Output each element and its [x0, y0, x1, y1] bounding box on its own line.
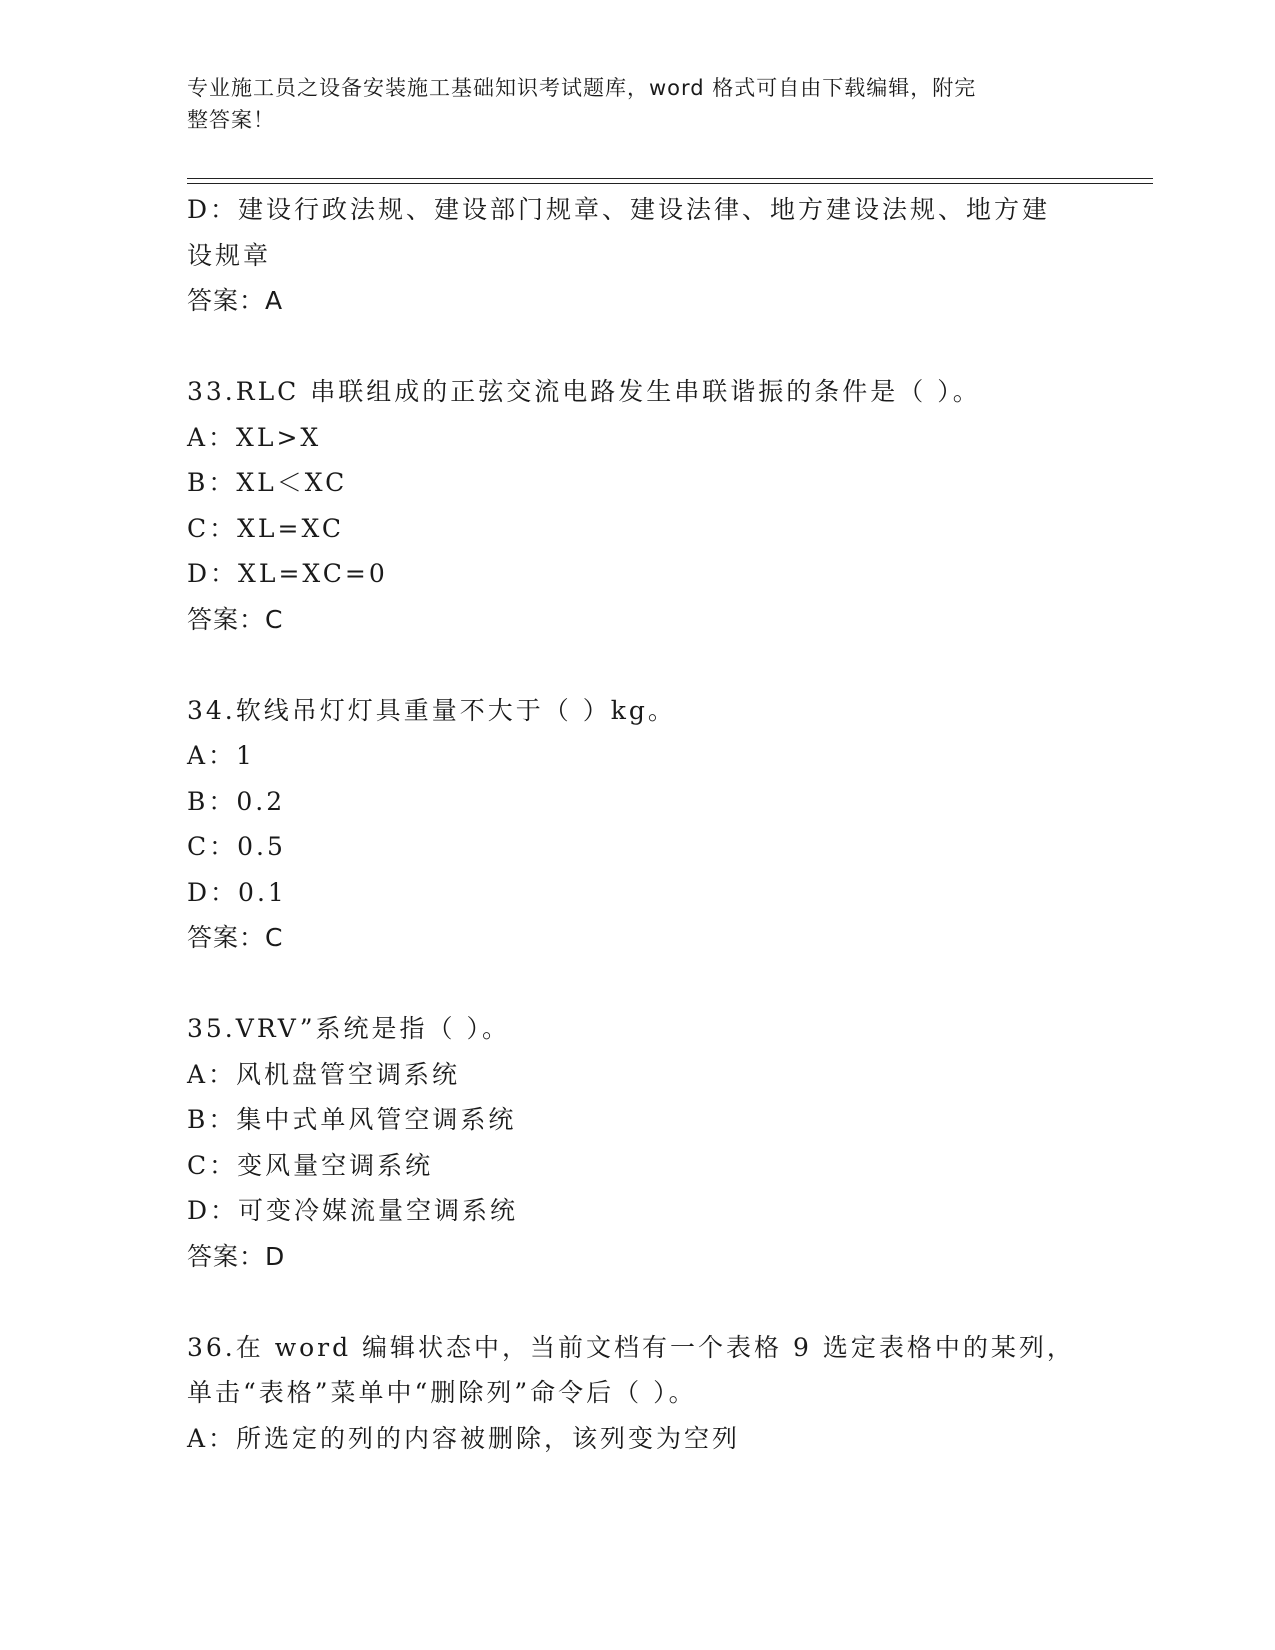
question-36-option-a: A：所选定的列的内容被删除，该列变为空列 [187, 1423, 741, 1453]
question-35-option-d: D：可变冷媒流量空调系统 [187, 1196, 519, 1225]
question-34-option-b: B：0.2 [187, 786, 286, 816]
document-header [187, 72, 1067, 136]
spacer [187, 961, 1087, 1007]
question-34-option-a: A：1 [187, 741, 255, 770]
header-rule-bottom [187, 183, 1153, 184]
spacer [187, 324, 1087, 370]
question-33-answer: 答案：C [187, 604, 284, 634]
question-35-option-a: A：风机盘管空调系统 [187, 1059, 461, 1089]
question-35-answer: 答案：D [187, 1241, 286, 1271]
question-35-option-c: C：变风量空调系统 [187, 1150, 434, 1180]
header-rule-top [187, 178, 1153, 179]
question-34-option-d: D：0.1 [187, 877, 287, 907]
spacer [187, 642, 1087, 688]
document-body [187, 187, 1087, 1461]
question-34-answer: 答案：C [187, 923, 284, 952]
question-35-stem: 35.VRV”系统是指（ ）。 [187, 1014, 510, 1043]
question-36-stem-continued: 单击“表格”菜单中“删除列”命令后（ ）。 [187, 1378, 697, 1407]
question-33-option-d: D：XL=XC=0 [187, 559, 388, 588]
question-33-option-b: B：XL＜XC [187, 468, 348, 497]
question-34-option-c: C：0.5 [187, 832, 286, 861]
question-36-stem: 36.在 word 编辑状态中，当前文档有一个表格 9 选定表格中的某列， [187, 1332, 1075, 1362]
question-33-stem: 33.RLC 串联组成的正弦交流电路发生串联谐振的条件是（ ）。 [187, 377, 981, 406]
question-33-option-a: A：XL>X [187, 422, 322, 452]
answer-line: 答案：A [187, 286, 284, 315]
option-d: D：建设行政法规、建设部门规章、建设法律、地方建设法规、地方建 [187, 195, 1051, 224]
header-line-2: 整答案！ [187, 108, 275, 132]
question-35-option-b: B：集中式单风管空调系统 [187, 1105, 517, 1134]
question-34-stem: 34.软线吊灯灯具重量不大于（ ）kg。 [187, 695, 676, 725]
header-line-1: 专业施工员之设备安装施工基础知识考试题库，word 格式可自由下载编辑，附完 [187, 76, 977, 100]
spacer [187, 1279, 1087, 1325]
option-d-continued: 设规章 [187, 240, 272, 270]
question-33-option-c: C：XL=XC [187, 513, 344, 543]
